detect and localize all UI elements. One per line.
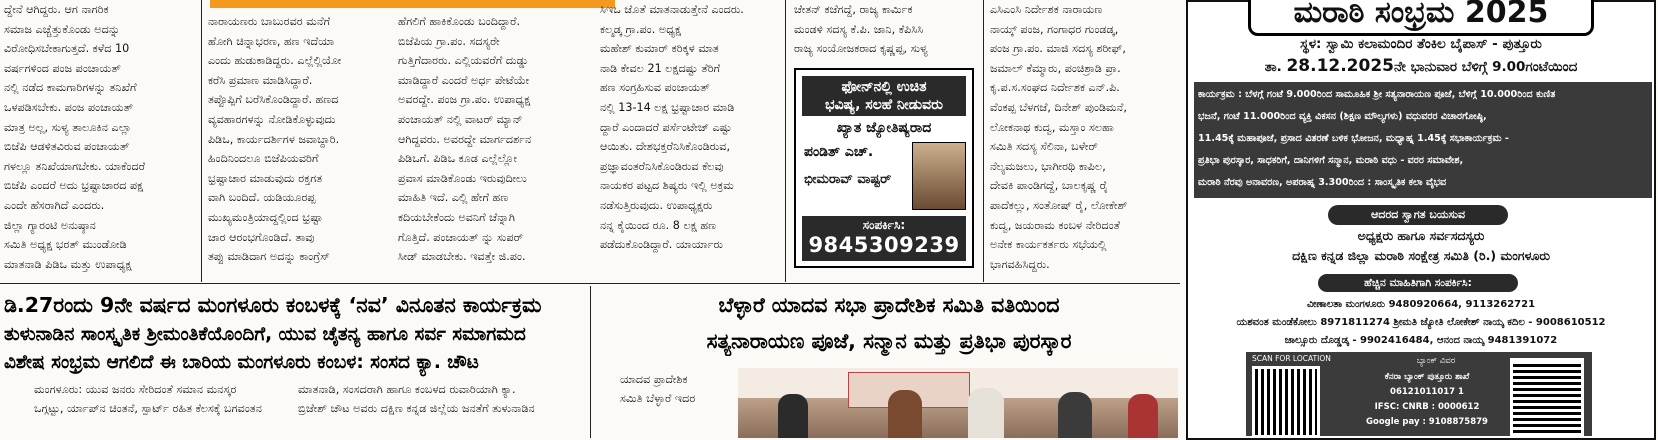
story2-headline-line2: ತುಳುನಾಡಿನ ಸಾಂಸ್ಕೃತಿಕ ಶ್ರೀಮಂತಿಕೆಯೊಂದಿಗೆ, ಯುವ ಚೈತನ್ಯ ಹಾಗೂ ಸರ್ವ ಸಮಾಗಮದ	[4, 324, 526, 345]
astro-phone: 9845309239	[808, 233, 960, 257]
article-text-line: ಮಂಡಳಿ ಸದಸ್ಯ ಕೆ.ಪಿ. ಜಾನಿ, ಕೆಪಿಸಿಸಿ	[794, 22, 924, 36]
bank-details	[1352, 370, 1502, 430]
astrologer-ad	[794, 68, 974, 268]
article-text-line: ಸಮಿತಿ ಸದಸ್ಯ ಸೆಲಿನಾ, ಬಳೇರ್	[990, 140, 1098, 154]
contact-line: ವೀಣಾಲತಾ ಮಂಗಳೂರು 9480920664, 9113262721	[1306, 299, 1536, 310]
astro-contact-label: ಸಂಪರ್ಕಿಸಿ:	[862, 218, 906, 232]
article-text-line: ದೇವಕಿ ಪಾಂಡಿಗದ್ದೆ, ಬಾಲಕೃಷ್ಣ ರೈ	[990, 179, 1109, 193]
article-text-line: ಪಂಚಾಯತ್ ನಲ್ಲಿ ವಾಟರ್ ಮ್ಯಾನ್	[398, 112, 523, 126]
article-text-line: ಗುತ್ತಿಗೆದಾರರು. ಎಲ್ಲಿಯವರೆಗೆ ದುಡ್ಡು	[398, 54, 529, 68]
article-text-line: ಪಿಡಿಒಗೆ. ಪಿಡಿಒ ಕೂಡ ಎಲ್ಲೆಲ್ಲೋ	[398, 152, 518, 166]
story3-text: ಯಾದವ ಪ್ರಾದೇಶಿಕ	[620, 373, 688, 386]
article-text-line: ಸಮಾಜ ಎಚ್ಚೆತ್ತುಕೊಂಡು ಅದನ್ನು	[4, 22, 121, 36]
article-text-line: ಬಿಜೆಪಿ ಎಂದರೆ ಅದು ಭ್ರಷ್ಟಾಚಾರದ ಪಕ್ಷ	[4, 179, 144, 193]
article-text-line: ವಿರೋಧಿಸಬೇಕಾಗುತ್ತದೆ. ಕಳೆದ 10	[4, 42, 130, 56]
contact-line: ಜಾಲ್ಸೂರು ದೊಡ್ಡಡ್ಕ - 9902416484, ಆನಂದ ನಾಯ್ಕ 9481391072	[1284, 335, 1558, 346]
column-divider	[201, 0, 202, 282]
astro-banner-line2: ಭವಿಷ್ಯ, ಸಲಹೆ ನೀಡುವರು	[825, 97, 943, 113]
article-text-line: ಒಳಪಡಿಸಬೇಕು. ಪಂಜ ಪಂಚಾಯತ್	[4, 100, 134, 114]
article-text-line: ಅನೇಕ ಕಾರ್ಯಕರ್ತರು ಸಭೆಯಲ್ಲಿ	[990, 238, 1107, 252]
program-line: ಪ್ರತಿಭಾ ಪುರಸ್ಕಾರ, ಸಾಧಕರಿಗೆ, ದಾನಿಗಳಿಗೆ ಸನ್ಮಾನ, ಮರಾಠಿ ವಧು - ವರರ ಸಮಾವೇಶ,	[1198, 155, 1464, 166]
location-qr-icon	[1252, 366, 1320, 438]
story2-text: ಮಾತನಾಡಿ, ಸಂಸದರಾಗಿ ಹಾಗೂ ಕಂಬಳದ ರುವಾರಿಯಾಗಿ ಕ್ಯಾ.	[298, 383, 516, 396]
column-divider	[983, 0, 984, 282]
program-line: 11.45ಕ್ಕೆ ಮಹಾಪೂಜೆ, ಪ್ರಸಾದ ವಿತರಣೆ ಬಳಿಕ ಭೋಜನ, ಮಧ್ಯಾಹ್ನ 1.45ಕ್ಕೆ ಸಭಾಕಾರ್ಯಕ್ರಮ -	[1198, 133, 1509, 144]
story3-body	[620, 370, 732, 438]
article-text-line: ಸಿಇಒ ಜೊತೆ ಮಾತನಾಡುತ್ತೇನೆ ಎಂದರು.	[600, 3, 744, 16]
bank-title: ಬ್ಯಾಂಕ್ ವಿವರ	[1416, 356, 1456, 366]
contact-line: ಯಶವಂತ ಮಂಡೆಕೋಲು 8971811274 ಶ್ರೀಮತಿ ಜ್ಯೋತಿ ಲೋಕೇಶ್ ನಾಯ್ಕ ಕದಿಲ - 9008610512	[1236, 317, 1606, 328]
story2-text: ಮಂಗಳೂರು: ಯುವ ಜನರು ಸೇರಿದಂತೆ ಸಮಾನ ಮನಸ್ಕರ	[34, 383, 237, 396]
article-text-line: ಪಡೆದುಕೊಂಡಿದ್ದಾರೆ. ಯಾರ್ಯಾರು	[600, 238, 723, 252]
bank-line: 06121011017 1	[1390, 387, 1464, 397]
article-text-line: ಹಿಂದಿನಿಂದಲೂ ಬಿಜೆಪಿಯವರಿಗೆ	[208, 152, 319, 166]
astro-name-line2: ಭೀಮರಾವ್ ವಾಷ್ಟರ್	[804, 172, 892, 187]
date-label: ತಾ.	[1264, 59, 1282, 75]
article-text-line: ಆಯಿತು. ದೇಶಭಕ್ತರೆನಿಸಿಕೊಂಡಿರುವ,	[600, 140, 731, 154]
program-line: ಭಜನೆ, ಗಂಟೆ 11.000ರಿಂದ ವ್ಯಕ್ತಿ ವಿಕಸನ (ಶಿಕ್ಷಣ ಮೌಲ್ಯಗಳು) ವಧುವರರ ವಿಚಾರಗೋಷ್ಠಿ,	[1198, 111, 1487, 122]
venue-text: ಸ್ವಾಮಿ ಕಲಾಮಂದಿರ ತೆಂಕಿಲ ಬೈಪಾಸ್ - ಪುತ್ತೂರು	[1326, 36, 1542, 52]
article-text-line: ಹಣ ಸಂಗ್ರಹಿಸುವ ಪಂಚಾಯತ್	[600, 81, 710, 95]
contact-title-badge: ಹೆಚ್ಚಿನ ಮಾಹಿತಿಗಾಗಿ ಸಂಪರ್ಕಿಸಿ:	[1318, 274, 1518, 292]
date-value: 28.12.2025	[1286, 56, 1394, 76]
article-text-line: ಮಾಹಿತಿ ಇದೆ. ಎಲ್ಲಿ ಹೇಗೆ ಹಣ	[398, 191, 509, 205]
date-rest: ನೇ ಭಾನುವಾರ ಬೆಳಿಗ್ಗೆ 9.00ಗಂಟೆಯಿಂದ	[1394, 59, 1578, 75]
article-text-line: ಗಳಲ್ಲೂ ತನಿಖೆಯಾಗಬೇಕು. ಯಾಕೆಂದರೆ	[4, 159, 146, 173]
article-text-line: ಭಾಗವಹಿಸಿದ್ದರು.	[990, 257, 1050, 271]
article-text-line: ಮಾಡಿದ್ದಾರೆ ಎಂದರೆ ಅರ್ಧ ಪೇಟೆಯೇ	[398, 73, 530, 87]
story2-body-col2	[298, 380, 583, 438]
article-text-line: ಪ್ರಜ್ಞಾವಂತರೆನಿಸಿಕೊಂಡಿರುವ ಕೆಲವು	[600, 159, 724, 173]
program-line: ಮರಾಠಿ ನೆರವು ಅನಾವರಣ, ಅಪರಾಹ್ನ 3.300ರಿಂದ : ಸಾಂಸ್ಕೃತಿಕ ಕಲಾ ವೈಭವ	[1198, 177, 1447, 188]
article-text-line: ಜಮಾಲ್ ಕೆಮ್ಮಾರು, ಪಂಚಿಶ್ರಾಡಿ ಪ್ರಾ.	[990, 61, 1121, 75]
article-column-2	[208, 12, 392, 282]
column-divider	[785, 0, 786, 282]
bank-line: IFSC: CNRB : 0000612	[1374, 402, 1480, 412]
contact-lines	[1196, 296, 1646, 350]
article-column-6	[990, 0, 1176, 282]
article-text-line: ವ್ಯವಹಾರಗಳನ್ನು ನೋಡಿಕೊಳ್ಳುವುದು	[208, 112, 336, 126]
article-text-line: ಕಲ್ಮಡ್ಕ ಗ್ರಾ.ಪಂ. ಅಧ್ಯಕ್ಷ	[600, 22, 682, 36]
event-title: ಮರಾಠಿ ಸಂಭ್ರಮ 2025	[1293, 0, 1549, 30]
article-text-line: ನಾಡಿ ಕೇವಲ 21 ಲಕ್ಷದಷ್ಟು ತೆರಿಗೆ	[600, 61, 721, 75]
column-divider	[590, 286, 591, 438]
program-box	[1194, 82, 1652, 198]
article-text-line: ಕುದ್ವ, ಜಯರಾಮ ಕಂಬಳ ನೇರಿದಂತೆ	[990, 218, 1121, 232]
article-text-line: ಪಾದೆಕಲ್ಲು, ಸಂತೋಷ್ ರೈ, ಲೋಕೇಶ್	[990, 198, 1128, 212]
article-text-line: ಎಸಿಎಂಸಿ ನಿರ್ದೇಶಕ ನಾರಾಯಣ	[990, 3, 1103, 16]
story2-text: ಒಗ್ಗಟ್ಟು, ರ್ಯಾಪ್‌ನ ಚಿಂತನೆ, ಸ್ಪಾರ್ಟ್ ರಹಿತ ಕೆಲಸಕ್ಕೆ ಬಗವಂತನ	[34, 402, 262, 415]
article-text-line: ವರ್ಷಗಳಿಂದ ಪಂಜ ಪಂಚಾಯತ್	[4, 61, 121, 75]
article-text-line: ಪ್ರವಾಸ ಮಾಡಿಕೊಂಡು ಇರುವುದೀಲು	[398, 171, 527, 185]
article-text-line: ತಪ್ಪು ಮಾಡಿದಾಗ ಅದನ್ನು ಕಾಂಗ್ರೆಸ್	[208, 250, 330, 264]
article-text-line: ಎಂದೇ ಹೆಸರಾಗಿದೆ ಎಂದರು.	[4, 198, 105, 212]
bank-line: Google pay : 9108875879	[1366, 417, 1488, 427]
astro-subtitle: ಖ್ಯಾತ ಜ್ಯೋತಿಷ್ಯರಾದ	[836, 120, 932, 136]
program-line: ಕಾರ್ಯಕ್ರಮ : ಬೆಳಗ್ಗೆ ಗಂಟೆ 9.000ರಿಂದ ಸಾಮೂಹಿಕ ಶ್ರೀ ಸತ್ಯನಾರಾಯಣ ಪೂಜೆ, ಬೆಳಿಗ್ಗೆ 10.000ರಿಂದ ಕುಣಿತ	[1198, 89, 1556, 100]
article-text-line: ವೆಂಕಪ್ಪ ಬೆಳಗಜೆ, ದಿನೇಶ್ ಪುಂಡಿಮನೆ,	[990, 100, 1127, 114]
astrologer-photo	[912, 142, 966, 210]
event-date	[1196, 56, 1646, 76]
article-text-line: ಮುಖ್ಯಮಂತ್ರಿಯಾದ್ದಲ್ಲಿಂದ ಭ್ರಷ್ಟಾ	[208, 210, 323, 224]
article-column-4	[600, 0, 778, 282]
article-text-line: ಮಾತನಾಡಿ ಪಿಡಿಒ ಮತ್ತು ಉಪಾಧ್ಯಕ್ಷ	[4, 257, 132, 271]
article-column-3	[398, 12, 584, 282]
story3-text: ಸಮಿತಿ ಬೆಳ್ಳಾರೆ ಇದರ	[620, 392, 696, 405]
article-text-line: ಕದಿಯಬೇಕೆಂದು ಅವನಿಗೆ ಚೆನ್ನಾಗಿ	[398, 210, 516, 224]
article-text-line: ಗೊತ್ತಿದೆ. ಪಂಚಾಯತ್ ನ್ನು ಸುಪರ್	[398, 230, 524, 244]
article-text-line: ಚೇತನ್ ಕಜೆಗದ್ದೆ, ರಾಜ್ಯ ಕಾರ್ಮಿಕ	[794, 3, 913, 16]
article-text-line: ದ್ದೇನೆ ಆಗಿದ್ದರು. ಆಗ ನಾಗರಿಕ	[4, 3, 109, 16]
story2-headline-line3: ವಿಶೇಷ ಸಂಭ್ರಮ ಆಗಲಿದೆ ಈ ಬಾರಿಯ ಮಂಗಳೂರು ಕಂಬಳ: ಸಂಸದ ಕ್ಯಾ. ಚೌಟ	[4, 352, 479, 373]
article-text-line: ಬಿಜೆಪಿಯ ಗ್ರಾ.ಪಂ. ಸದಸ್ಯರೇ	[398, 34, 500, 48]
event-venue	[1196, 36, 1646, 52]
article-text-line: ಬಿಜೆಪಿ ಆಡಳಿತವಿರುವ ಪಂಚಾಯತ್	[4, 140, 130, 154]
article-text-line: ಹೆಗಲಿಗೆ ಹಾಕಿಕೊಂಡು ಬಂದಿದ್ದಾರೆ.	[398, 15, 521, 28]
article-text-line: ದ್ದಾರೆ ಎಂದಾದರೆ ಪರ್ಸೆಂಟೇಜ್ ಎಷ್ಟು	[600, 120, 732, 134]
article-text-line: ನಾಯಕರ ಪಟ್ಟದ ಶಿಷ್ಯರು ಇಲ್ಲಿ ಅಕ್ರಮ	[600, 179, 734, 193]
article-text-line: ಎಂದು ಹುಡುಕಾಡಿದ್ದರು. ಎಲ್ಲೆಲ್ಲಿಯೋ	[208, 54, 342, 68]
article-text-line: ನಾರಾಯಣರು ಬಾಬುರವರ ಮನೆಗೆ	[208, 15, 331, 28]
article-text-line: ಜಿಲ್ಲಾ ಗ್ಯಾರಂಟಿ ಅನುಷ್ಠಾನ	[4, 218, 96, 232]
story3-headline-line1: ಬೆಳ್ಳಾರೆ ಯಾದವ ಸಭಾ ಪ್ರಾದೇಶಿಕ ಸಮಿತಿ ವತಿಯಿಂದ	[718, 293, 1060, 317]
article-text-line: ಆಗಿದ್ದವರು. ಅವರದ್ದೇ ಮಾರ್ಗದರ್ಶನ	[398, 132, 532, 146]
payment-panel	[1246, 352, 1592, 436]
orange-rule-top	[210, 0, 615, 8]
venue-label: ಸ್ಥಳ:	[1300, 36, 1322, 52]
article-text-line: ತಪ್ಪೊಪ್ಪಿಗೆ ಬರೆಸಿಕೊಂಡಿದ್ದಾರೆ. ಹಣದ	[208, 93, 339, 107]
article-text-line: ಮಾತ್ರ ಅಲ್ಲ, ಸುಳ್ಯ ತಾಲೂಕಿನ ಎಲ್ಲಾ	[4, 120, 132, 134]
astro-banner-line1: ಫೋನ್‌ನಲ್ಲಿ ಉಚಿತ	[841, 79, 927, 95]
welcome-badge: ಆದರದ ಸ್ವಾಗತ ಬಯಸುವ	[1328, 205, 1508, 225]
event-hosts-line2: ದಕ್ಷಿಣ ಕನ್ನಡ ಜಿಲ್ಲಾ ಮರಾಠಿ ಸಂಕ್ಷೇತ್ರ ಸಮಿತಿ (ರಿ.) ಮಂಗಳೂರು	[1292, 248, 1550, 263]
article-text-line: ವಾಗಿ ಬಂದಿದೆ. ಯಡಿಯೂರಪ್ಪ	[208, 191, 316, 205]
event-title-banner	[1248, 0, 1594, 36]
article-text-line: ರಾಜ್ಯ ಸಂಯೋಜಕರಾದ ಕೃಷ್ಣಪ್ಪ, ಸುಳ್ಯ	[794, 42, 928, 56]
scan-label: SCAN FOR LOCATION	[1252, 354, 1331, 363]
event-ad	[1186, 0, 1656, 440]
article-text-line: ಸೀಡ್ ಮಾಡಬೇಕು. ಇವತ್ತೇ ಜಿ.ಪಂ.	[398, 250, 526, 264]
story2-headline-line1: ಡಿ.27ರಂದು 9ನೇ ವರ್ಷದ ಮಂಗಳೂರು ಕಂಬಳಕ್ಕೆ ‘ನವ’ ವಿನೂತನ ಕಾರ್ಯಕ್ರಮ	[4, 293, 542, 317]
article-text-line: ಕೃ.ಪ.ಸ.ಸಂಘದ ನಿರ್ದೇಶಕ ಎನ್.ಪಿ.	[990, 81, 1120, 95]
payment-qr-icon	[1510, 358, 1584, 436]
story3-headline-line2: ಸತ್ಯನಾರಾಯಣ ಪೂಜೆ, ಸನ್ಮಾನ ಮತ್ತು ಪ್ರತಿಭಾ ಪುರಸ್ಕಾರ	[706, 329, 1072, 353]
article-text-line: ಹೋಗಿ ಚಿನ್ನಾಭರಣ, ಹಣ ಇದೆಯಾ	[208, 34, 335, 48]
article-text-line: ಚಾರ ಆರಂಭಗೊಂಡಿದೆ. ತಾವು	[208, 230, 315, 244]
story2-text: ಬ್ರಿಜೇಶ್ ಚೌಟ ಅವರು ದಕ್ಷಿಣ ಕನ್ನಡ ಜಿಲ್ಲೆಯ ಜನತೆಗೆ ತುಳುನಾಡಿನ	[298, 402, 535, 415]
event-photo	[738, 368, 1178, 438]
article-column-1	[4, 0, 196, 280]
article-text-line: ನಾಯ್ಕ್ ಪಂಜ, ಗಂಗಾಧರ ಗುಂಡಡ್ಕ,	[990, 22, 1119, 36]
article-text-line: ನಡೆಸುತ್ತಿರುವುದು. ಉಪಾಧ್ಯಕ್ಷರು	[600, 198, 713, 212]
article-text-line: ಸಮಿತಿ ಅಧ್ಯಕ್ಷ ಭರತ್ ಮುಂಡೋಡಿ	[4, 238, 127, 252]
astro-name-line1: ಪಂಡಿತ್ ಎಚ್.	[804, 144, 874, 160]
article-text-line: ಪಿಡಿಒ, ಕಾರ್ಯದರ್ಶಿಗಳ ಜವಾಬ್ದಾರಿ.	[208, 132, 340, 146]
article-text-line: ನೆಲ್ಯಮಜಲು, ಭಾಗೀರಥಿ ಕಾಪಿಲ,	[990, 159, 1106, 173]
article-text-line: ನಲ್ಲಿ 13-14 ಲಕ್ಷ ಭ್ರಷ್ಟಾಚಾರ ಮಾಡಿ	[600, 100, 735, 114]
section-divider	[0, 283, 1180, 284]
event-hosts-line1: ಅಧ್ಯಕ್ಷರು ಹಾಗೂ ಸರ್ವಸದಸ್ಯರು	[1357, 228, 1485, 243]
article-text-line: ಲೋಕನಾಥ ಕುದ್ವ, ಮಸ್ತಾಂ ಸಲಹಾ	[990, 120, 1114, 134]
article-text-line: ಕರೆಸಿ ಪ್ರಮಾಣ ಮಾಡಿಸಿದ್ದಾರೆ.	[208, 73, 313, 87]
article-text-line: ಭ್ರಷ್ಟಾಚಾರ ಮಾಡುವುದು ರಕ್ತಗತ	[208, 171, 323, 185]
article-text-line: ಪಂಜ ಗ್ರಾ.ಪಂ. ಮಾಜಿ ಸದಸ್ಯ ಶರೀಫ್,	[990, 42, 1126, 56]
story2-body-col1	[34, 380, 289, 438]
article-column-5	[794, 0, 984, 62]
article-text-line: ಅವರದ್ದೇ. ಪಂಜ ಗ್ರಾ.ಪಂ. ಉಪಾಧ್ಯಕ್ಷ	[398, 93, 531, 107]
article-text-line: ಮಹೇಶ್ ಕುಮಾರ್ ಕರಿಕ್ಕಳ ಮಾತ	[600, 42, 719, 56]
article-text-line: ನಲ್ಲಿ ನಡೆದ ಕಾಮಗಾರಿಗಳನ್ನು ತನಿಖೆಗೆ	[4, 81, 137, 95]
article-text-line: ನನ್ನ ಕೈಯಿಂದ ರೂ. 8 ಲಕ್ಷ ಹಣ	[600, 218, 717, 232]
bank-line: ಕೆನರಾ ಬ್ಯಾಂಕ್ ಪುತ್ತೂರು ಶಾಖೆ	[1384, 372, 1470, 382]
